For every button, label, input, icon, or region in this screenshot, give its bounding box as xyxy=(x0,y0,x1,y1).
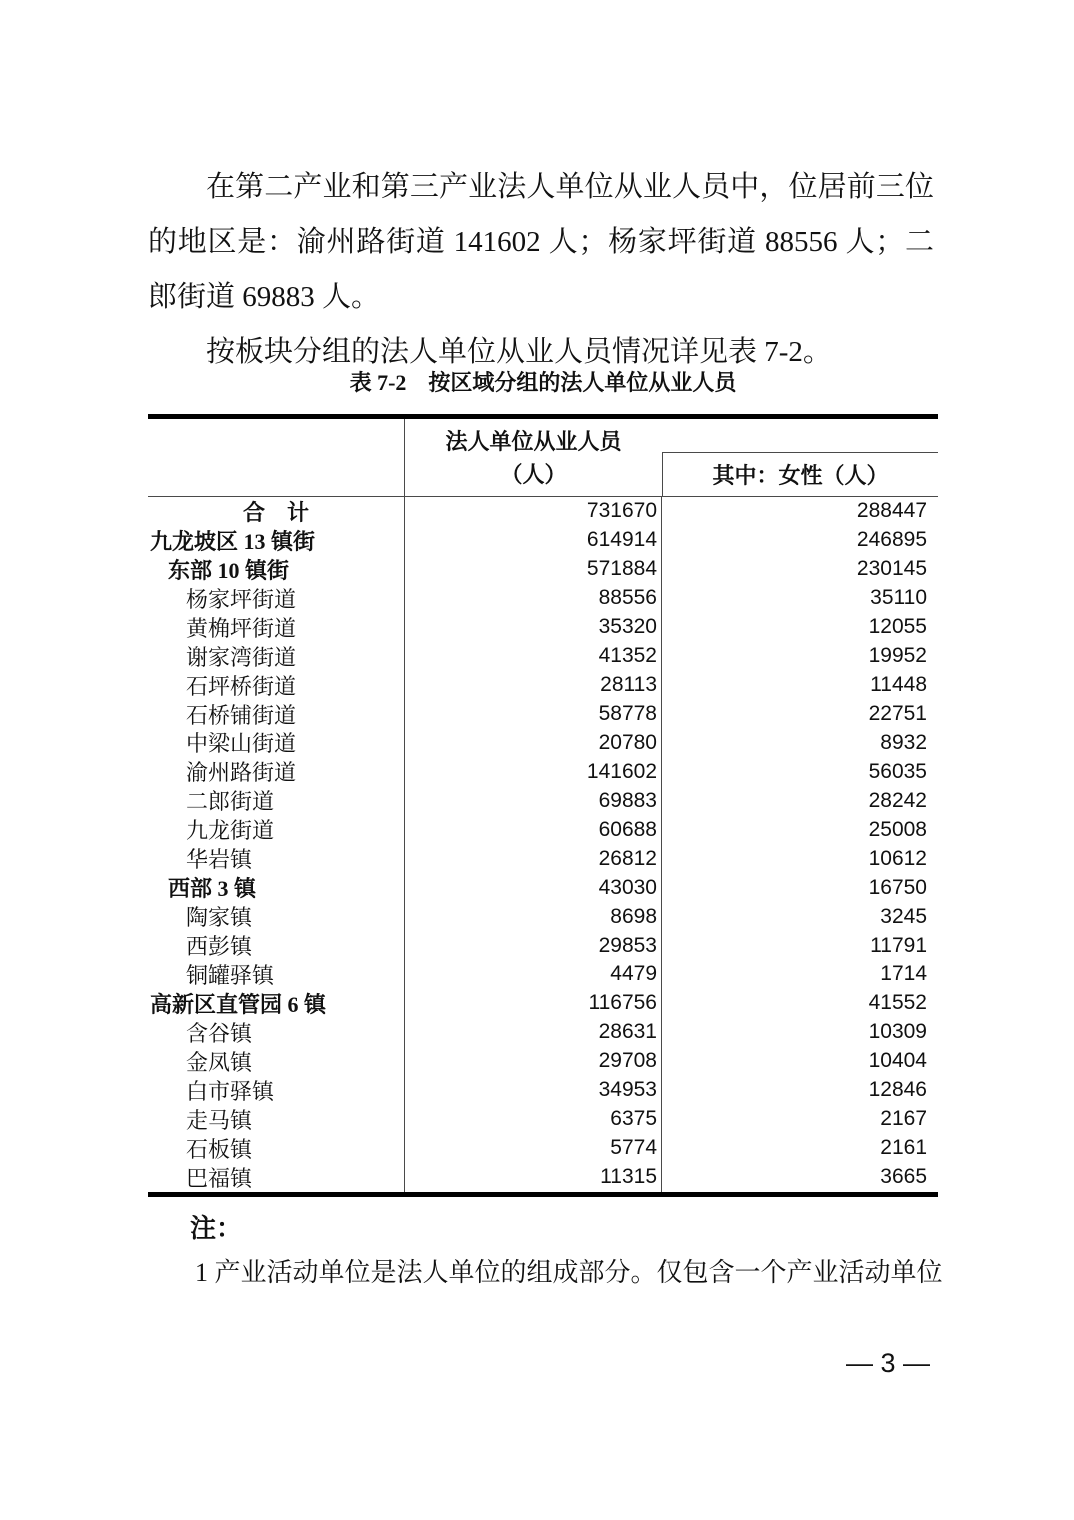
table-row xyxy=(148,1076,938,1105)
female-value-cell: 10309 xyxy=(868,1020,927,1044)
total-value-cell: 88556 xyxy=(405,584,662,613)
total-value-cell: 731670 xyxy=(405,497,662,526)
header-female-wrap xyxy=(662,419,938,496)
table-title: 表 7-2 按区域分组的法人单位从业人员 xyxy=(349,370,737,395)
table-row xyxy=(148,613,938,642)
table-header xyxy=(148,414,938,497)
total-value-cell: 28113 xyxy=(405,671,662,700)
note-item-1: 1 产业活动单位是法人单位的组成部分。仅包含一个产业活动单位 xyxy=(195,1258,943,1287)
employment-table xyxy=(148,414,938,1197)
region-cell: 金凤镇 xyxy=(148,1047,405,1076)
total-value-cell: 60688 xyxy=(405,815,662,844)
region-cell: 华岩镇 xyxy=(148,844,405,873)
region-cell: 高新区直管园 6 镇 xyxy=(148,989,405,1018)
header-total-line1: 法人单位从业人员 xyxy=(445,428,622,454)
intro-paragraph-2: 按板块分组的法人单位从业人员情况详见表 7-2。 xyxy=(206,336,832,368)
region-cell: 含谷镇 xyxy=(148,1018,405,1047)
header-region-cell xyxy=(148,419,405,496)
table-row xyxy=(148,584,938,613)
region-cell: 石坪桥街道 xyxy=(148,671,405,700)
table-row xyxy=(148,526,938,555)
female-value-cell: 246895 xyxy=(856,528,927,552)
table-row xyxy=(148,844,938,873)
female-value-cell: 12846 xyxy=(868,1078,927,1102)
female-value-cell: 288447 xyxy=(856,499,927,523)
female-value-cell: 16750 xyxy=(868,875,927,899)
region-cell: 铜罐驿镇 xyxy=(148,960,405,989)
total-value-cell: 29708 xyxy=(405,1047,662,1076)
region-cell: 西彭镇 xyxy=(148,931,405,960)
region-cell: 东部 10 镇街 xyxy=(148,555,405,584)
total-value-cell: 20780 xyxy=(405,729,662,758)
female-value-cell: 10612 xyxy=(868,846,927,870)
region-cell: 巴福镇 xyxy=(148,1163,405,1192)
table-row xyxy=(148,873,938,902)
total-value-cell: 35320 xyxy=(405,613,662,642)
total-value-cell: 69883 xyxy=(405,786,662,815)
header-total-cell xyxy=(405,419,662,496)
header-total-line2: （人） xyxy=(500,461,567,487)
region-cell: 渝州路街道 xyxy=(148,757,405,786)
total-value-cell: 29853 xyxy=(405,931,662,960)
table-row xyxy=(148,1105,938,1134)
table-row xyxy=(148,989,938,1018)
female-value-cell: 12055 xyxy=(868,615,927,639)
table-row xyxy=(148,1163,938,1192)
table-row xyxy=(148,1047,938,1076)
total-value-cell: 26812 xyxy=(405,844,662,873)
region-cell: 走马镇 xyxy=(148,1105,405,1134)
intro-text xyxy=(148,160,934,380)
total-value-cell: 4479 xyxy=(405,960,662,989)
region-cell: 白市驿镇 xyxy=(148,1076,405,1105)
table-row xyxy=(148,555,938,584)
female-value-cell: 56035 xyxy=(868,759,927,783)
table-row xyxy=(148,700,938,729)
female-value-cell: 2161 xyxy=(880,1136,927,1160)
total-value-cell: 5774 xyxy=(405,1134,662,1163)
female-value-cell: 28242 xyxy=(868,788,927,812)
female-value-cell: 35110 xyxy=(870,586,927,610)
region-cell: 二郎街道 xyxy=(148,786,405,815)
total-value-cell: 11315 xyxy=(405,1163,662,1192)
table-row xyxy=(148,960,938,989)
region-cell: 陶家镇 xyxy=(148,902,405,931)
female-value-cell: 1714 xyxy=(880,962,927,986)
total-value-cell: 116756 xyxy=(405,989,662,1018)
page-number: — 3 — xyxy=(845,1348,930,1378)
female-value-cell: 11448 xyxy=(870,673,927,697)
region-cell: 中梁山街道 xyxy=(148,729,405,758)
region-cell: 谢家湾街道 xyxy=(148,642,405,671)
total-value-cell: 571884 xyxy=(405,555,662,584)
header-female-spacer xyxy=(662,419,938,452)
female-value-cell: 230145 xyxy=(856,557,927,581)
total-value-cell: 141602 xyxy=(405,757,662,786)
table-row xyxy=(148,729,938,758)
female-value-cell: 41552 xyxy=(868,991,927,1015)
region-cell: 石板镇 xyxy=(148,1134,405,1163)
total-value-cell: 41352 xyxy=(405,642,662,671)
table-row xyxy=(148,931,938,960)
total-value-cell: 34953 xyxy=(405,1076,662,1105)
region-cell: 黄桷坪街道 xyxy=(148,613,405,642)
female-value-cell: 2167 xyxy=(880,1107,927,1131)
intro-paragraph-1: 在第二产业和第三产业法人单位从业人员中，位居前三位的地区是：渝州路街道 141602 人；杨家坪街道 88556 人；二郎街道 69883 人。 xyxy=(148,171,934,313)
female-value-cell: 25008 xyxy=(868,817,927,841)
notes-label: 注： xyxy=(190,1214,243,1243)
total-value-cell: 6375 xyxy=(405,1105,662,1134)
total-value-cell: 43030 xyxy=(405,873,662,902)
region-cell: 石桥铺街道 xyxy=(148,700,405,729)
table-row xyxy=(148,815,938,844)
region-cell: 合 计 xyxy=(148,497,405,526)
female-value-cell: 8932 xyxy=(880,730,927,754)
female-value-cell: 11791 xyxy=(870,933,927,957)
table-row xyxy=(148,1134,938,1163)
female-value-cell: 22751 xyxy=(868,702,927,726)
total-value-cell: 8698 xyxy=(405,902,662,931)
female-value-cell: 19952 xyxy=(868,644,927,668)
region-cell: 九龙街道 xyxy=(148,815,405,844)
table-row xyxy=(148,642,938,671)
region-cell: 杨家坪街道 xyxy=(148,584,405,613)
table-row xyxy=(148,757,938,786)
total-value-cell: 614914 xyxy=(405,526,662,555)
total-value-cell: 58778 xyxy=(405,700,662,729)
female-value-cell: 3245 xyxy=(880,904,927,928)
table-row xyxy=(148,671,938,700)
total-value-cell: 28631 xyxy=(405,1018,662,1047)
table-body xyxy=(148,497,938,1197)
table-row xyxy=(148,1018,938,1047)
table-row xyxy=(148,497,938,526)
region-cell: 九龙坡区 13 镇街 xyxy=(148,526,405,555)
female-value-cell: 10404 xyxy=(868,1049,927,1073)
female-value-cell: 3665 xyxy=(880,1165,927,1189)
table-row xyxy=(148,902,938,931)
table-row xyxy=(148,786,938,815)
region-cell: 西部 3 镇 xyxy=(148,873,405,902)
header-female-cell: 其中：女性（人） xyxy=(662,452,938,496)
